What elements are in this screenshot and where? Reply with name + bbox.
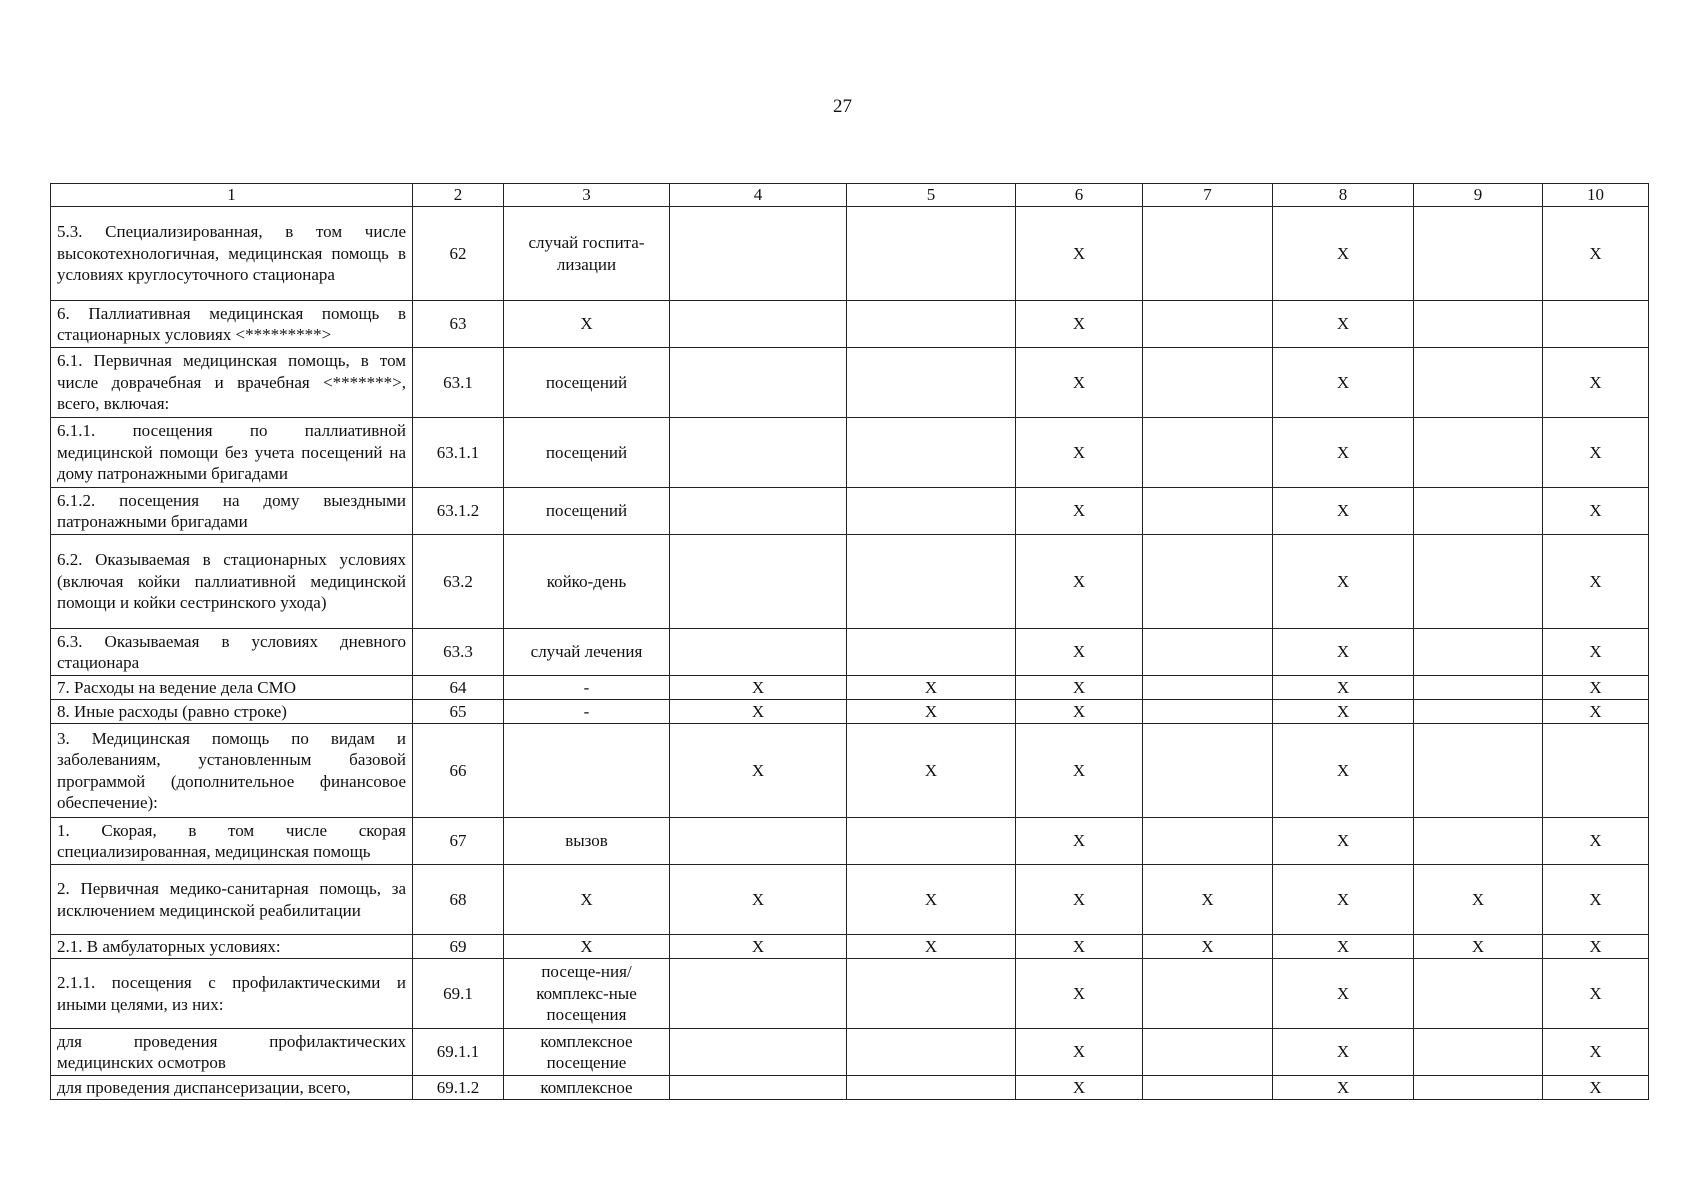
cell-col8: X [1273,488,1414,535]
cell-col7 [1143,1029,1273,1076]
cell-col9 [1414,1076,1543,1100]
cell-col5: X [847,724,1016,818]
cell-col10: X [1543,535,1649,629]
column-header: 6 [1016,184,1143,207]
table-row [51,301,1649,348]
cell-col4: X [670,676,847,700]
row-code: 69.1.2 [413,1076,504,1100]
row-name: 2.1. В амбулаторных условиях: [51,935,413,959]
column-header: 9 [1414,184,1543,207]
cell-col8: X [1273,629,1414,676]
cell-col9 [1414,700,1543,724]
cell-col6: X [1016,959,1143,1029]
cell-col8: X [1273,301,1414,348]
cell-col9 [1414,724,1543,818]
cell-col6: X [1016,348,1143,418]
cell-col10: X [1543,959,1649,1029]
row-unit: случай госпита-лизации [504,207,670,301]
row-name: 2. Первичная медико-санитарная помощь, за исключением медицинской реабилитации [51,865,413,935]
row-name: 6.1.1. посещения по паллиативной медицинской помощи без учета посещений на дому патронажными бригадами [51,418,413,488]
row-name: 6.1.2. посещения на дому выездными патронажными бригадами [51,488,413,535]
cell-col6: X [1016,700,1143,724]
cell-col6: X [1016,535,1143,629]
row-unit: вызов [504,818,670,865]
column-header: 4 [670,184,847,207]
cell-col10: X [1543,1076,1649,1100]
row-unit: - [504,700,670,724]
cell-col5 [847,348,1016,418]
cell-col4: X [670,935,847,959]
table-row [51,1076,1649,1100]
cell-col8: X [1273,865,1414,935]
cell-col5 [847,301,1016,348]
cell-col8: X [1273,1029,1414,1076]
cell-col7 [1143,818,1273,865]
cell-col10: X [1543,676,1649,700]
cell-col9 [1414,207,1543,301]
cell-col5 [847,818,1016,865]
cell-col5 [847,1076,1016,1100]
cell-col10: X [1543,348,1649,418]
column-header: 7 [1143,184,1273,207]
row-name: 7. Расходы на ведение дела СМО [51,676,413,700]
table-row [51,629,1649,676]
cell-col4: X [670,865,847,935]
cell-col6: X [1016,724,1143,818]
cell-col9 [1414,488,1543,535]
row-unit: комплексное [504,1076,670,1100]
cell-col10: X [1543,418,1649,488]
row-name: 1. Скорая, в том числе скорая специализированная, медицинская помощь [51,818,413,865]
cell-col6: X [1016,676,1143,700]
row-code: 63.1.1 [413,418,504,488]
cell-col8: X [1273,700,1414,724]
cell-col6: X [1016,207,1143,301]
cell-col5: X [847,865,1016,935]
cell-col5 [847,959,1016,1029]
cell-col4 [670,348,847,418]
row-name: 2.1.1. посещения с профилактическими и иными целями, из них: [51,959,413,1029]
page-number: 27 [833,96,852,117]
cell-col10: X [1543,488,1649,535]
cell-col9 [1414,629,1543,676]
cell-col9 [1414,676,1543,700]
cell-col4 [670,301,847,348]
row-name: для проведения диспансеризации, всего, [51,1076,413,1100]
row-code: 63.1 [413,348,504,418]
cell-col6: X [1016,488,1143,535]
cell-col7 [1143,301,1273,348]
cell-col6: X [1016,818,1143,865]
cell-col7 [1143,724,1273,818]
row-code: 69.1.1 [413,1029,504,1076]
cell-col6: X [1016,1029,1143,1076]
cell-col9 [1414,1029,1543,1076]
row-unit: X [504,935,670,959]
row-unit: посещений [504,348,670,418]
row-code: 63.3 [413,629,504,676]
cell-col8: X [1273,935,1414,959]
cell-col4 [670,1076,847,1100]
table-row [51,418,1649,488]
row-code: 64 [413,676,504,700]
cell-col5 [847,488,1016,535]
cell-col10: X [1543,700,1649,724]
cell-col5: X [847,676,1016,700]
row-unit: X [504,301,670,348]
table-row [51,488,1649,535]
cell-col6: X [1016,1076,1143,1100]
cell-col5 [847,535,1016,629]
cell-col9 [1414,959,1543,1029]
row-unit: комплексное посещение [504,1029,670,1076]
column-header: 3 [504,184,670,207]
cell-col9 [1414,535,1543,629]
cell-col8: X [1273,535,1414,629]
cell-col8: X [1273,959,1414,1029]
cell-col4: X [670,700,847,724]
cell-col6: X [1016,418,1143,488]
cell-col7 [1143,488,1273,535]
table-row [51,865,1649,935]
column-header: 10 [1543,184,1649,207]
column-header: 2 [413,184,504,207]
cell-col4 [670,629,847,676]
cell-col9 [1414,818,1543,865]
cell-col6: X [1016,935,1143,959]
table-row [51,676,1649,700]
row-unit: посеще-ния/комплекс-ные посещения [504,959,670,1029]
cell-col8: X [1273,348,1414,418]
cell-col5 [847,629,1016,676]
cell-col8: X [1273,818,1414,865]
row-code: 67 [413,818,504,865]
cell-col10: X [1543,207,1649,301]
column-header: 5 [847,184,1016,207]
column-header: 1 [51,184,413,207]
cell-col9 [1414,418,1543,488]
cell-col7: X [1143,865,1273,935]
cell-col4 [670,535,847,629]
row-name: 6. Паллиативная медицинская помощь в стационарных условиях <*********> [51,301,413,348]
cell-col8: X [1273,676,1414,700]
row-name: 6.1. Первичная медицинская помощь, в том числе доврачебная и врачебная <*******>, всего, включая: [51,348,413,418]
row-unit: случай лечения [504,629,670,676]
cell-col4 [670,488,847,535]
cell-col8: X [1273,724,1414,818]
row-code: 69 [413,935,504,959]
cell-col5 [847,1029,1016,1076]
cell-col7 [1143,1076,1273,1100]
cell-col7 [1143,535,1273,629]
cell-col6: X [1016,301,1143,348]
row-unit: посещений [504,418,670,488]
row-code: 69.1 [413,959,504,1029]
cell-col10: X [1543,935,1649,959]
table-row [51,348,1649,418]
cell-col8: X [1273,418,1414,488]
cell-col8: X [1273,207,1414,301]
row-code: 63.2 [413,535,504,629]
data-table [50,183,1649,1100]
cell-col10 [1543,724,1649,818]
table-row [51,818,1649,865]
cell-col10: X [1543,865,1649,935]
row-unit: посещений [504,488,670,535]
cell-col9: X [1414,865,1543,935]
table-row [51,959,1649,1029]
table-row [51,935,1649,959]
cell-col5 [847,418,1016,488]
table-row [51,724,1649,818]
row-name: для проведения профилактических медицинских осмотров [51,1029,413,1076]
row-code: 65 [413,700,504,724]
table-row [51,535,1649,629]
row-name: 6.2. Оказываемая в стационарных условиях (включая койки паллиативной медицинской помощи и койки сестринского ухода) [51,535,413,629]
cell-col4 [670,207,847,301]
cell-col8: X [1273,1076,1414,1100]
cell-col9: X [1414,935,1543,959]
cell-col10: X [1543,818,1649,865]
cell-col7 [1143,629,1273,676]
row-code: 66 [413,724,504,818]
column-header: 8 [1273,184,1414,207]
cell-col10: X [1543,629,1649,676]
row-unit [504,724,670,818]
table-row [51,207,1649,301]
cell-col6: X [1016,629,1143,676]
row-name: 3. Медицинская помощь по видам и заболеваниям, установленным базовой программой (дополнительное финансовое обеспечение): [51,724,413,818]
table-row [51,1029,1649,1076]
cell-col4 [670,818,847,865]
cell-col4 [670,959,847,1029]
cell-col5: X [847,700,1016,724]
row-unit: койко-день [504,535,670,629]
cell-col9 [1414,348,1543,418]
row-name: 5.3. Специализированная, в том числе высокотехнологичная, медицинская помощь в условиях круглосуточного стационара [51,207,413,301]
cell-col5 [847,207,1016,301]
cell-col7 [1143,418,1273,488]
cell-col10 [1543,301,1649,348]
row-code: 63 [413,301,504,348]
cell-col5: X [847,935,1016,959]
cell-col7: X [1143,935,1273,959]
cell-col4: X [670,724,847,818]
cell-col10: X [1543,1029,1649,1076]
cell-col4 [670,1029,847,1076]
row-unit: - [504,676,670,700]
row-code: 62 [413,207,504,301]
table-row [51,700,1649,724]
column-number-row [51,184,1649,207]
row-code: 68 [413,865,504,935]
cell-col7 [1143,348,1273,418]
row-code: 63.1.2 [413,488,504,535]
row-name: 6.3. Оказываемая в условиях дневного стационара [51,629,413,676]
cell-col7 [1143,700,1273,724]
cell-col7 [1143,959,1273,1029]
cell-col7 [1143,207,1273,301]
cell-col9 [1414,301,1543,348]
cell-col6: X [1016,865,1143,935]
cell-col7 [1143,676,1273,700]
cell-col4 [670,418,847,488]
row-name: 8. Иные расходы (равно строке) [51,700,413,724]
row-unit: X [504,865,670,935]
